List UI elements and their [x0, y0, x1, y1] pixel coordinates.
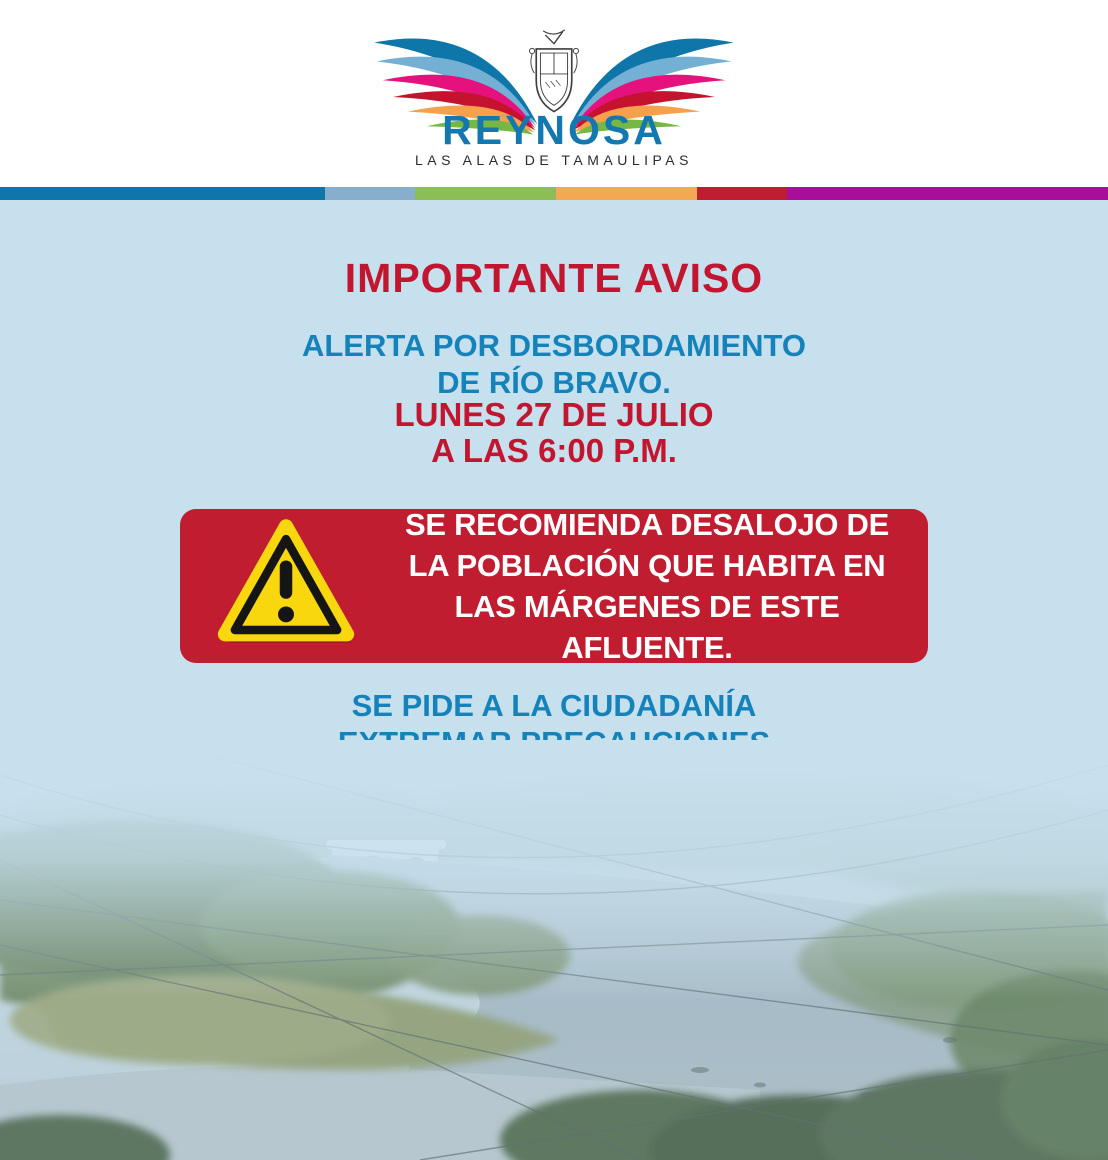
schedule-line-1: LUNES 27 DE JULIO — [394, 396, 714, 433]
stripe-segment-magenta — [787, 187, 1108, 200]
logo-tagline: LAS ALAS DE TAMAULIPAS — [415, 152, 693, 168]
warning-line-2: LA POBLACIÓN QUE HABITA EN — [408, 548, 886, 583]
logo-wordmark: REYNOSA — [442, 107, 666, 153]
warning-line-1: SE RECOMIENDA DESALOJO DE — [405, 507, 889, 542]
stripe-segment-green — [415, 187, 556, 200]
header — [0, 0, 1108, 187]
warning-text — [380, 509, 914, 663]
alert-line-1: ALERTA POR DESBORDAMIENTO — [301, 328, 807, 363]
stripe-segment-crimson — [697, 187, 787, 200]
notice-title: IMPORTANTE AVISO — [344, 255, 764, 301]
photo-fog-fade — [0, 740, 1108, 1000]
advisory-line-1: SE PIDE A LA CIUDADANÍA — [351, 688, 757, 723]
schedule-line-2: A LAS 6:00 P.M. — [431, 432, 677, 469]
coat-of-arms-icon — [529, 30, 578, 111]
river-photo — [0, 740, 1108, 1160]
schedule-text — [0, 397, 1108, 469]
color-stripe — [0, 187, 1108, 200]
stripe-segment-blue — [0, 187, 325, 200]
alert-line-2: DE RÍO BRAVO. — [437, 365, 671, 400]
stripe-segment-orange — [556, 187, 697, 200]
stripe-segment-lightblue — [325, 187, 415, 200]
warning-triangle-icon — [208, 515, 364, 657]
warning-banner — [180, 509, 928, 663]
alert-text — [0, 327, 1108, 401]
warning-line-3: LAS MÁRGENES DE ESTE AFLUENTE. — [454, 589, 840, 665]
